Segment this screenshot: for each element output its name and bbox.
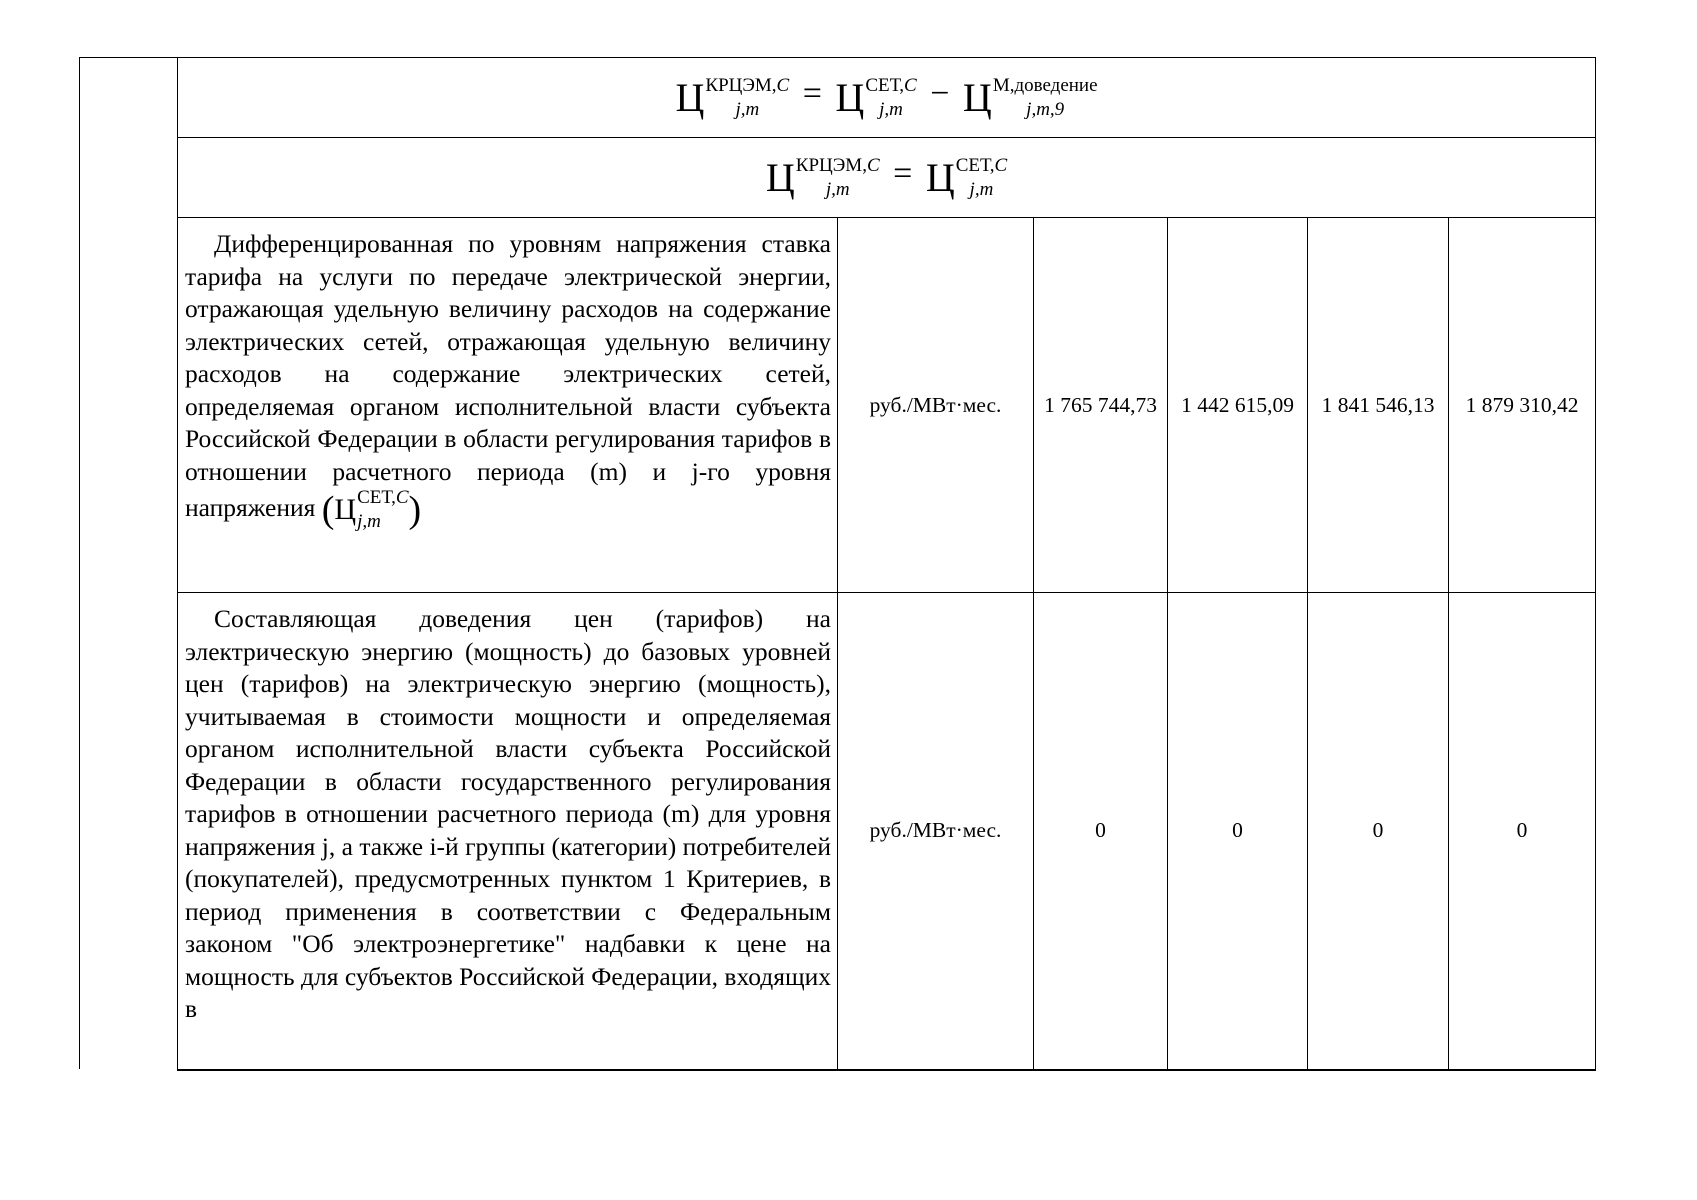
- superscript: СЕТ,: [955, 154, 995, 176]
- value-cell: 1 879 310,42: [1449, 218, 1596, 593]
- value-cell: 0: [1034, 593, 1168, 1070]
- unit-cell: руб./МВт·мес.: [838, 593, 1034, 1070]
- index-stack: [357, 488, 408, 532]
- superscript-italic: C: [994, 154, 1008, 176]
- tariff-table: [177, 57, 1596, 1071]
- superscript-italic: C: [395, 487, 409, 508]
- table-row: [178, 593, 1596, 1070]
- outer-frame-left-line: [79, 57, 80, 1069]
- value-cell: 1 442 615,09: [1168, 218, 1308, 593]
- subscript: j,m: [825, 178, 850, 200]
- equals-sign: =: [802, 75, 822, 113]
- description-text: Составляющая доведения цен (тарифов) на электрическую энергию (мощность) до базовых уровней цен (тарифов) на электрическую энергию (мощность), учитываемая в стоимости мощности и определяемая органом исполнительной власти субъекта Российской Федерации в области государственного регулирования тарифов в отношении расчетного периода (m) для уровня напряжения j, а также i-й группы (категории) потребителей (покупателей), предусмотренных пунктом 1 Критериев, в период применения в соответствии с Федеральным законом "Об электроэнергетике" надбавки к цене на мощность для субъектов Российской Федерации, входящих в: [185, 604, 831, 1023]
- inline-formula: (Ц СЕТ,C j,m ): [321, 487, 422, 532]
- superscript: СЕТ,: [357, 487, 396, 508]
- subscript: j,m: [357, 510, 381, 532]
- superscript: СЕТ,: [865, 74, 905, 96]
- superscript-italic: C: [904, 74, 917, 96]
- symbol: Ц: [675, 74, 705, 120]
- subscript: j,m,9: [1026, 98, 1065, 120]
- superscript: КРЦЭМ,: [795, 154, 867, 176]
- subscript: j,m: [879, 98, 903, 120]
- symbol: Ц: [962, 74, 992, 120]
- table-row: [178, 218, 1596, 593]
- value-cell: 0: [1449, 593, 1596, 1070]
- index-stack: [865, 76, 916, 120]
- index-stack: [705, 76, 789, 120]
- subscript: j,m: [969, 178, 994, 200]
- minus-sign: −: [930, 75, 950, 113]
- row-description: [178, 593, 838, 1070]
- symbol: Ц: [765, 154, 795, 200]
- superscript-italic: C: [866, 154, 880, 176]
- subscript: j,m: [735, 98, 760, 120]
- symbol: Ц: [334, 492, 357, 526]
- description-text: Дифференцированная по уровням напряжения ставка тарифа на услуги по передаче электрической энергии, отражающая удельную величину расходов на содержание электрических сетей, отражающая удельную величину расходов на содержание электрических сетей, определяемая органом исполнительной власти субъекта Российской Федерации в области регулирования тарифов в отношении расчетного периода (m) и j-го уровня напряжения: [185, 229, 831, 522]
- index-stack: [956, 156, 1007, 200]
- superscript: КРЦЭМ,: [705, 74, 777, 96]
- formula-row-1: [178, 58, 1596, 138]
- index-stack: [993, 76, 1098, 120]
- value-cell: 1 841 546,13: [1308, 218, 1449, 593]
- formula-1: [676, 76, 1098, 120]
- unit-cell: руб./МВт·мес.: [838, 218, 1034, 593]
- symbol: Ц: [925, 154, 955, 200]
- row-description: [178, 218, 838, 593]
- value-cell: 0: [1308, 593, 1449, 1070]
- formula-cell-1: [178, 58, 1596, 138]
- index-stack: [796, 156, 880, 200]
- formula-2: [766, 156, 1007, 200]
- symbol: Ц: [835, 74, 865, 120]
- superscript: М,доведение: [992, 74, 1098, 96]
- value-cell: 0: [1168, 593, 1308, 1070]
- formula-cell-2: [178, 138, 1596, 218]
- value-cell: 1 765 744,73: [1034, 218, 1168, 593]
- superscript-italic: C: [776, 74, 790, 96]
- equals-sign: =: [893, 155, 913, 193]
- formula-row-2: [178, 138, 1596, 218]
